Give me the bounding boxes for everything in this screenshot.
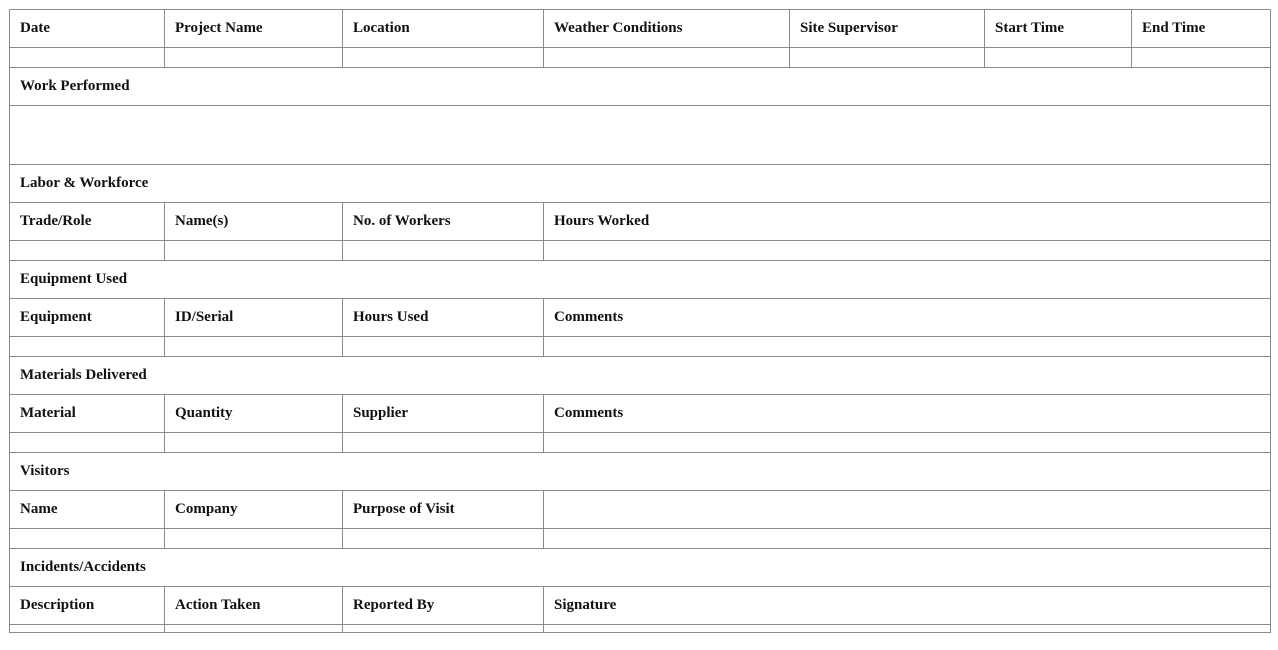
labor-col-names: Name(s) — [165, 203, 343, 241]
materials-comments-field[interactable] — [544, 433, 1271, 453]
project-name-header: Project Name — [165, 10, 343, 48]
materials-header-row — [10, 395, 1271, 433]
labor-title: Labor & Workforce — [10, 165, 1271, 203]
equipment-col-comments: Comments — [544, 299, 1271, 337]
visitors-name-field[interactable] — [10, 529, 165, 549]
labor-header-row — [10, 203, 1271, 241]
visitors-extra-field[interactable] — [544, 529, 1271, 549]
incidents-title: Incidents/Accidents — [10, 549, 1271, 587]
date-header: Date — [10, 10, 165, 48]
equipment-comments-field[interactable] — [544, 337, 1271, 357]
equipment-title: Equipment Used — [10, 261, 1271, 299]
daily-site-report-form — [9, 9, 1271, 633]
visitors-purpose-field[interactable] — [343, 529, 544, 549]
materials-material-field[interactable] — [10, 433, 165, 453]
visitors-col-blank — [544, 491, 1271, 529]
start-time-field[interactable] — [985, 48, 1132, 68]
materials-col-material: Material — [10, 395, 165, 433]
date-field[interactable] — [10, 48, 165, 68]
work-performed-input-row — [10, 106, 1271, 165]
incidents-header-row — [10, 587, 1271, 625]
incidents-description-field[interactable] — [10, 625, 165, 633]
equipment-col-equipment: Equipment — [10, 299, 165, 337]
equipment-col-id-serial: ID/Serial — [165, 299, 343, 337]
header-row — [10, 10, 1271, 48]
equipment-input-row — [10, 337, 1271, 357]
equipment-name-field[interactable] — [10, 337, 165, 357]
materials-supplier-field[interactable] — [343, 433, 544, 453]
labor-hours-worked-field[interactable] — [544, 241, 1271, 261]
incidents-col-signature: Signature — [544, 587, 1271, 625]
labor-input-row — [10, 241, 1271, 261]
materials-input-row — [10, 433, 1271, 453]
incidents-col-description: Description — [10, 587, 165, 625]
equipment-header-row — [10, 299, 1271, 337]
weather-conditions-field[interactable] — [544, 48, 790, 68]
equipment-hours-used-field[interactable] — [343, 337, 544, 357]
incidents-title-row — [10, 549, 1271, 587]
labor-col-no-of-workers: No. of Workers — [343, 203, 544, 241]
site-supervisor-field[interactable] — [790, 48, 985, 68]
materials-col-comments: Comments — [544, 395, 1271, 433]
materials-col-supplier: Supplier — [343, 395, 544, 433]
materials-title-row — [10, 357, 1271, 395]
work-performed-field[interactable] — [10, 106, 1271, 165]
work-performed-title: Work Performed — [10, 68, 1271, 106]
end-time-header: End Time — [1132, 10, 1271, 48]
incidents-reported-by-field[interactable] — [343, 625, 544, 633]
header-input-row — [10, 48, 1271, 68]
weather-conditions-header: Weather Conditions — [544, 10, 790, 48]
incidents-action-taken-field[interactable] — [165, 625, 343, 633]
equipment-id-serial-field[interactable] — [165, 337, 343, 357]
location-field[interactable] — [343, 48, 544, 68]
project-name-field[interactable] — [165, 48, 343, 68]
labor-title-row — [10, 165, 1271, 203]
visitors-title: Visitors — [10, 453, 1271, 491]
visitors-header-row — [10, 491, 1271, 529]
incidents-col-reported-by: Reported By — [343, 587, 544, 625]
materials-title: Materials Delivered — [10, 357, 1271, 395]
visitors-title-row — [10, 453, 1271, 491]
start-time-header: Start Time — [985, 10, 1132, 48]
equipment-title-row — [10, 261, 1271, 299]
location-header: Location — [343, 10, 544, 48]
materials-col-quantity: Quantity — [165, 395, 343, 433]
labor-trade-role-field[interactable] — [10, 241, 165, 261]
site-supervisor-header: Site Supervisor — [790, 10, 985, 48]
visitors-company-field[interactable] — [165, 529, 343, 549]
visitors-col-company: Company — [165, 491, 343, 529]
incidents-input-row — [10, 625, 1271, 633]
labor-no-of-workers-field[interactable] — [343, 241, 544, 261]
equipment-col-hours-used: Hours Used — [343, 299, 544, 337]
labor-col-trade-role: Trade/Role — [10, 203, 165, 241]
visitors-col-purpose-of-visit: Purpose of Visit — [343, 491, 544, 529]
end-time-field[interactable] — [1132, 48, 1271, 68]
visitors-input-row — [10, 529, 1271, 549]
labor-names-field[interactable] — [165, 241, 343, 261]
visitors-col-name: Name — [10, 491, 165, 529]
incidents-col-action-taken: Action Taken — [165, 587, 343, 625]
materials-quantity-field[interactable] — [165, 433, 343, 453]
work-performed-title-row — [10, 68, 1271, 106]
incidents-signature-field[interactable] — [544, 625, 1271, 633]
labor-col-hours-worked: Hours Worked — [544, 203, 1271, 241]
